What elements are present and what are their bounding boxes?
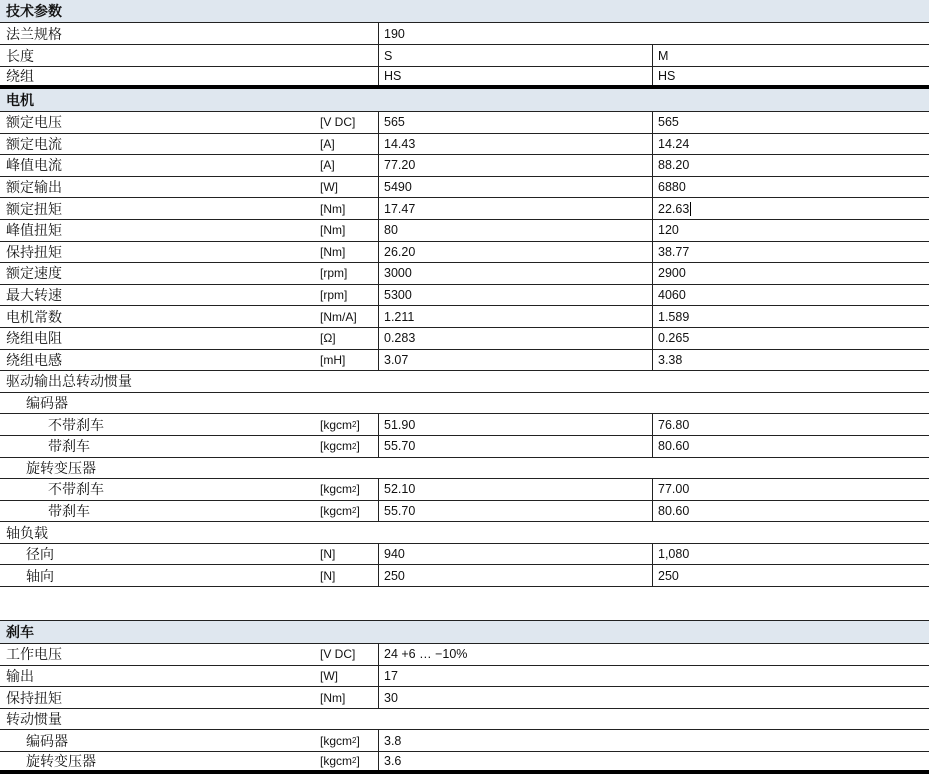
row-label: 带刹车	[48, 503, 90, 520]
unit-label: [kgcm 2 ]	[320, 417, 360, 432]
group-row	[0, 709, 929, 731]
table-row	[0, 220, 929, 242]
value-col-1: 3.8	[378, 730, 929, 751]
unit-label: [V DC]	[320, 115, 356, 130]
table-row	[0, 752, 929, 774]
section-header-row	[0, 0, 929, 23]
value-col-1: 80	[378, 220, 652, 241]
unit-label: [Nm]	[320, 201, 346, 216]
unit-label: [Nm]	[320, 223, 346, 238]
table-row	[0, 198, 929, 220]
row-label: 绕组	[6, 69, 34, 85]
value-col-2: 120	[652, 220, 929, 241]
unit-label: [rpm]	[320, 266, 348, 281]
table-row	[0, 436, 929, 458]
row-label: 转动惯量	[6, 712, 62, 729]
row-label: 绕组电感	[6, 352, 62, 369]
table-row	[0, 414, 929, 436]
text-cursor	[690, 202, 691, 216]
row-label: 输出	[6, 668, 34, 685]
row-label: 编码器	[26, 733, 68, 750]
unit-label: [Ω]	[320, 331, 336, 346]
table-row	[0, 350, 929, 372]
table-row	[0, 242, 929, 264]
unit-label: [Nm]	[320, 690, 346, 705]
value-col-2: 565	[652, 112, 929, 133]
value-col-2: 250	[652, 565, 929, 586]
table-row	[0, 67, 929, 89]
value-col-1: 1.211	[378, 306, 652, 327]
row-label: 不带刹车	[48, 482, 104, 499]
value-col-1: 3.07	[378, 350, 652, 371]
unit-label: [kgcm 2 ]	[320, 733, 360, 748]
value-col-2: 6880	[652, 177, 929, 198]
section-title: 刹车	[6, 625, 34, 642]
value-col-2: 4060	[652, 285, 929, 306]
value-col-1: 51.90	[378, 414, 652, 435]
value-col-2: 0.265	[652, 328, 929, 349]
value-col-2[interactable]: 22.63	[652, 198, 929, 219]
table-row	[0, 687, 929, 709]
row-label: 长度	[6, 48, 34, 65]
table-row	[0, 479, 929, 501]
row-label: 最大转速	[6, 288, 62, 305]
value-col-1: 5490	[378, 177, 652, 198]
unit-label: [kgcm 2 ]	[320, 439, 360, 454]
unit-label: [kgcm 2 ]	[320, 503, 360, 518]
row-label: 带刹车	[48, 439, 90, 456]
table-row	[0, 544, 929, 566]
value-col-2: 80.60	[652, 501, 929, 522]
value-col-1: 5300	[378, 285, 652, 306]
row-label: 绕组电阻	[6, 331, 62, 348]
row-label: 额定速度	[6, 266, 62, 283]
value-col-2: 77.00	[652, 479, 929, 500]
table-row	[0, 501, 929, 523]
value-col-1: 0.283	[378, 328, 652, 349]
value-col-1: 26.20	[378, 242, 652, 263]
row-label: 峰值电流	[6, 158, 62, 175]
row-label: 轴负载	[6, 525, 48, 542]
unit-label: [N]	[320, 568, 336, 583]
value-col-1: 565	[378, 112, 652, 133]
value-col-2: 88.20	[652, 155, 929, 176]
table-row	[0, 644, 929, 666]
group-row	[0, 371, 929, 393]
value-col-1: 3000	[378, 263, 652, 284]
unit-label: [kgcm 2 ]	[320, 482, 360, 497]
table-row	[0, 155, 929, 177]
value-col-1: 52.10	[378, 479, 652, 500]
table-row	[0, 285, 929, 307]
value-col-1: 17.47	[378, 198, 652, 219]
unit-label: [A]	[320, 158, 335, 173]
value-col-2: 1.589	[652, 306, 929, 327]
value-col-1: 190	[378, 23, 929, 44]
value-col-1: HS	[378, 67, 652, 85]
value-col-1: 55.70	[378, 501, 652, 522]
table-row	[0, 23, 929, 45]
value-col-2: M	[652, 45, 929, 66]
section-header-row	[0, 89, 929, 112]
table-row	[0, 177, 929, 199]
unit-label: [W]	[320, 668, 338, 683]
value-col-1: 17	[378, 666, 929, 687]
section-header-row	[0, 621, 929, 644]
value-col-1: 3.6	[378, 752, 929, 770]
section-title: 技术参数	[6, 4, 62, 20]
value-col-2: 14.24	[652, 134, 929, 155]
table-row	[0, 134, 929, 156]
value-col-2: HS	[652, 67, 929, 85]
unit-label: [W]	[320, 180, 338, 195]
value-col-2: 3.38	[652, 350, 929, 371]
value-col-1: 30	[378, 687, 929, 708]
group-row	[0, 522, 929, 544]
value-col-1: 55.70	[378, 436, 652, 457]
row-label: 不带刹车	[48, 417, 104, 434]
value-col-2: 1,080	[652, 544, 929, 565]
unit-label: [Nm]	[320, 244, 346, 259]
group-row	[0, 393, 929, 415]
value-col-1: S	[378, 45, 652, 66]
row-label: 法兰规格	[6, 26, 62, 43]
table-row	[0, 730, 929, 752]
value-col-1: 250	[378, 565, 652, 586]
table-row	[0, 112, 929, 134]
row-label: 额定电流	[6, 136, 62, 153]
value-col-2: 76.80	[652, 414, 929, 435]
table-row	[0, 306, 929, 328]
row-label: 额定扭矩	[6, 201, 62, 218]
value-col-2: 38.77	[652, 242, 929, 263]
row-label: 旋转变压器	[26, 460, 96, 477]
unit-label: [V DC]	[320, 647, 356, 662]
unit-label: [mH]	[320, 352, 346, 367]
row-label: 编码器	[26, 396, 68, 413]
row-label: 保持扭矩	[6, 244, 62, 261]
value-col-1: 24 +6 … −10%	[378, 644, 929, 665]
row-label: 额定输出	[6, 180, 62, 197]
row-label: 旋转变压器	[26, 753, 96, 770]
row-label: 峰值扭矩	[6, 223, 62, 240]
value-col-1: 940	[378, 544, 652, 565]
table-row	[0, 263, 929, 285]
row-label: 轴向	[26, 568, 54, 585]
section-title: 电机	[6, 93, 34, 109]
value-col-1: 14.43	[378, 134, 652, 155]
row-label: 保持扭矩	[6, 690, 62, 707]
row-label: 驱动输出总转动惯量	[6, 374, 132, 391]
unit-label: [kgcm 2 ]	[320, 753, 360, 768]
unit-label: [N]	[320, 547, 336, 562]
table-row	[0, 45, 929, 67]
value-col-1: 77.20	[378, 155, 652, 176]
spacer-row	[0, 587, 929, 621]
row-label: 径向	[26, 547, 54, 564]
value-col-2: 2900	[652, 263, 929, 284]
table-row	[0, 565, 929, 587]
group-row	[0, 458, 929, 480]
row-label: 工作电压	[6, 647, 62, 664]
unit-label: [Nm/A]	[320, 309, 357, 324]
row-label: 电机常数	[6, 309, 62, 326]
unit-label: [rpm]	[320, 288, 348, 303]
row-label: 额定电压	[6, 115, 62, 132]
unit-label: [A]	[320, 136, 335, 151]
value-col-2: 80.60	[652, 436, 929, 457]
table-row	[0, 666, 929, 688]
table-row	[0, 328, 929, 350]
